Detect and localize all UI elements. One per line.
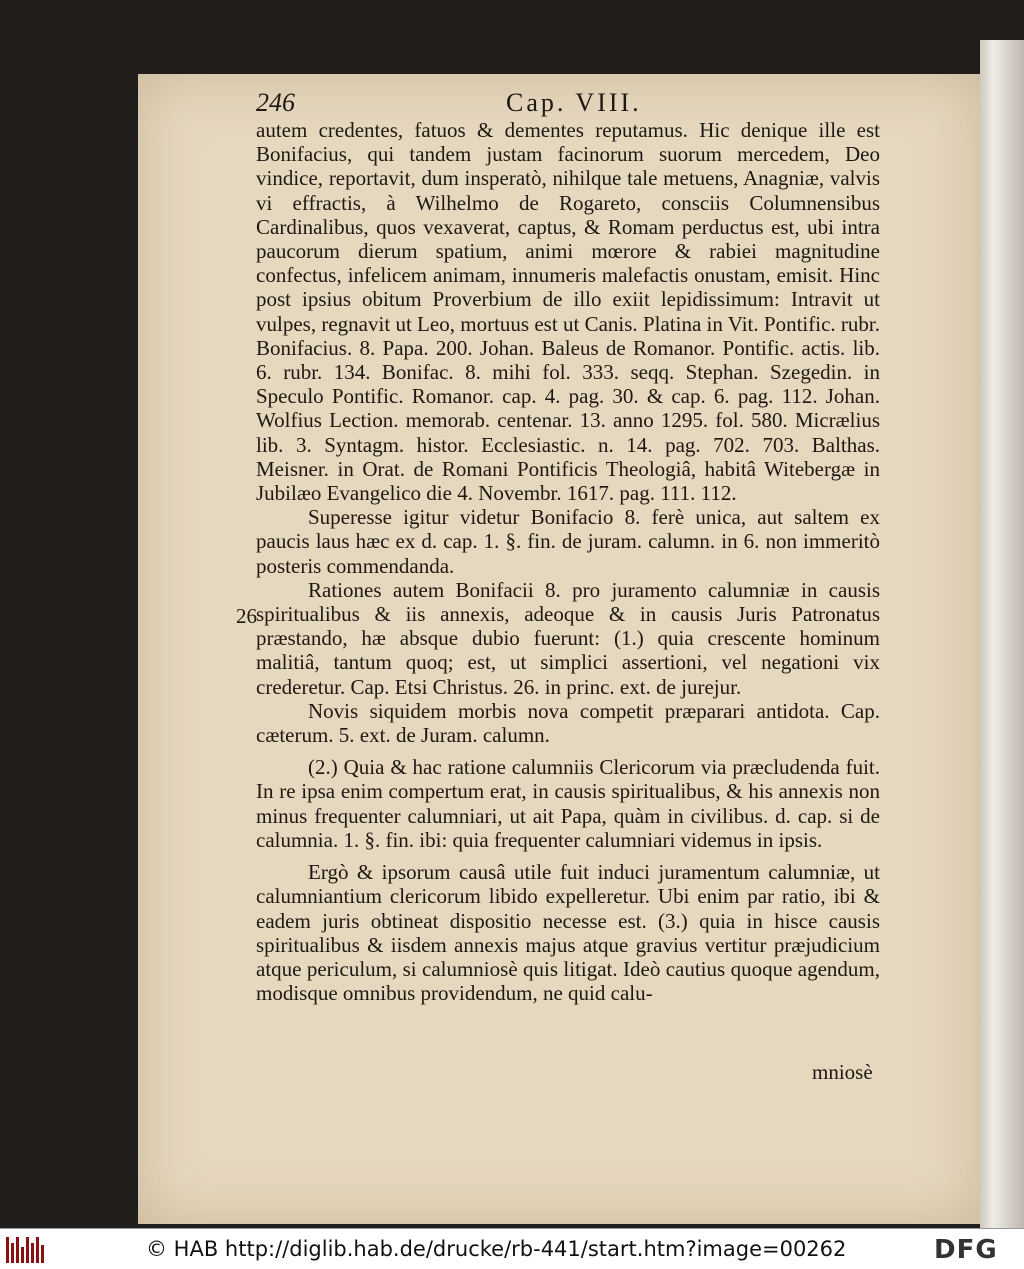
- paragraph: Ergò & ipsorum causâ utile fuit induci juramentum calumniæ, ut calumniantium clericorum libido expelleretur. Ubi enim par ratio, ibi & eadem juris obtineat dispositio necesse est. (3.) quia in hisce causis spiritualibus & iisdem annexis majus atque gravius vertitur præjudicium atque periculum, si calumniosè quis litigat. Ideò cautius quoque agendum, modisque omnibus providendum, ne quid calu-: [256, 860, 880, 1006]
- paragraph: (2.) Quia & hac ratione calumniis Clericorum via præcludenda fuit. In re ipsa enim compertum erat, in causis spiritualibus, & his annexis non minus frequenter calumniari, ut ait Papa, quàm in civilibus. d. cap. si de calumnia. 1. §. fin. ibi: quia frequenter calumniari videmus in ipsis.: [256, 755, 880, 852]
- hab-barcode-logo-icon: [6, 1237, 44, 1263]
- paragraph: Superesse igitur videtur Bonifacio 8. ferè unica, aut saltem ex paucis laus hæc ex d. cap. 1. §. fin. de juram. calumn. in 6. non immeritò posteris commendanda.: [256, 505, 880, 578]
- margin-section-number: 26: [236, 604, 257, 628]
- page-header: [256, 88, 876, 122]
- paragraph: autem credentes, fatuos & dementes reputamus. Hic denique ille est Bonifacius, qui tandem justam facinorum suorum mercedem, Deo vindice, reportavit, dum insperatò, nihilque tale metuens, Anagniæ, valvis vi effractis, à Wilhelmo de Rogareto, consciis Columnensibus Cardinalibus, quos vexaverat, captus, & Romam perductus est, ubi intra paucorum dierum spatium, animi mœrore & rabiei magnitudine confectus, infelicem animam, innumeris malefactis onustam, emisit. Hinc post ipsius obitum Proverbium de illo exiit lepidissimum: Intravit ut vulpes, regnavit ut Leo, mortuus est ut Canis. Platina in Vit. Pontific. rubr. Bonifacius. 8. Papa. 200. Johan. Baleus de Romanor. Pontific. actis. lib. 6. rubr. 134. Bonifac. 8. mihi fol. 333. seqq. Stephan. Szegedin. in Speculo Pontific. Romanor. cap. 4. pag. 30. & cap. 6. pag. 112. Johan. Wolfius Lection. memorab. centenar. 13. anno 1295. fol. 580. Micrælius lib. 3. Syntagm. histor. Ecclesiastic. n. 14. pag. 702. 703. Balthas. Meisner. in Orat. de Romani Pontificis Theologiâ, habitâ Witebergæ in Jubilæo Evangelico die 4. Novembr. 1617. pag. 111. 112.: [256, 118, 880, 506]
- paragraph: Novis siquidem morbis nova competit præparari antidota. Cap. cæterum. 5. ext. de Juram. calumn.: [256, 698, 880, 748]
- book-page-edge: [980, 40, 1024, 1228]
- dfg-logo: DFG: [934, 1235, 998, 1265]
- catchword: mniosè: [812, 1060, 873, 1084]
- paragraph: Rationes autem Bonifacii 8. pro juramento calumniæ in causis spiritualibus & iis annexis, adeoque & in causis Juris Patronatus præstando, hæ absque dubio fuerunt: (1.) quia crescente hominum malitiâ, tantum quoq; est, ut simplici assertioni, vel negationi vix crederetur. Cap. Etsi Christus. 26. in princ. ext. de jurejur.: [256, 577, 880, 699]
- page-number: 246: [256, 88, 295, 117]
- main-text: [256, 118, 880, 1005]
- footer-bar: [0, 1228, 1024, 1269]
- chapter-title: Cap. VIII.: [506, 88, 642, 117]
- copyright-link[interactable]: © HAB http://diglib.hab.de/drucke/rb-441/start.htm?image=00262: [146, 1237, 847, 1261]
